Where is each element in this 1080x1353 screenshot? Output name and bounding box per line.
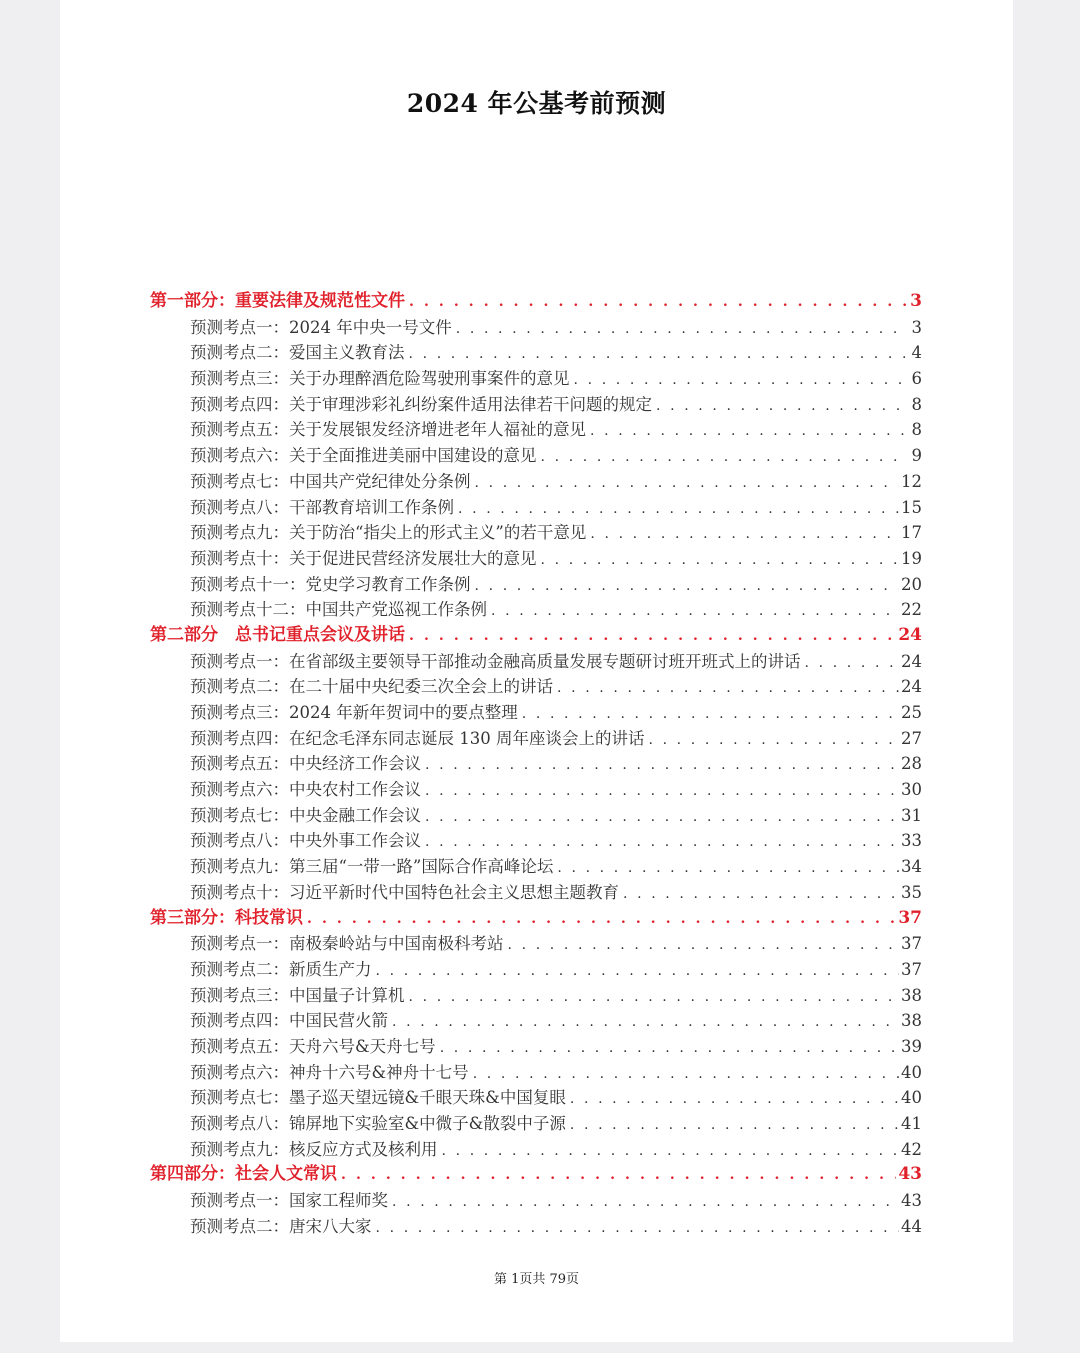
toc-dot-leader	[392, 1010, 899, 1036]
toc-dot-leader	[473, 1062, 899, 1088]
toc-item-row[interactable]	[150, 880, 922, 906]
toc-dot-leader	[475, 471, 900, 497]
toc-item-row[interactable]	[150, 572, 922, 598]
toc-page-number: 22	[901, 600, 922, 620]
toc-item-row[interactable]	[150, 469, 922, 495]
toc-item-row[interactable]	[150, 597, 922, 623]
toc-item-title: 预测考点十二：中国共产党巡视工作条例	[190, 600, 487, 620]
toc-item-title: 预测考点五：天舟六号&天舟七号	[190, 1036, 436, 1056]
toc-item-row[interactable]	[150, 957, 922, 983]
toc-item-row[interactable]	[150, 828, 922, 854]
toc-page-number: 24	[901, 677, 922, 697]
toc-dot-leader	[590, 419, 906, 445]
toc-section-row[interactable]	[150, 906, 922, 932]
toc-page-number: 19	[901, 548, 922, 568]
toc-page-number: 39	[901, 1036, 922, 1056]
toc-item-row[interactable]	[150, 1060, 922, 1086]
toc-dot-leader	[557, 856, 899, 882]
toc-item-title: 预测考点八：锦屏地下实验室&中微子&散裂中子源	[190, 1114, 566, 1133]
toc-item-row[interactable]	[150, 366, 922, 392]
toc-item-row[interactable]	[150, 1214, 922, 1240]
toc-item-title: 预测考点九：第三届“一带一路”国际合作高峰论坛	[190, 857, 554, 877]
toc-page-number: 8	[911, 420, 922, 440]
toc-item-title: 预测考点三：2024 年新年贺词中的要点整理	[190, 703, 518, 722]
toc-item-title: 预测考点七：中国共产党纪律处分条例	[190, 471, 471, 491]
toc-dot-leader	[392, 1190, 899, 1216]
toc-item-row[interactable]	[150, 1008, 922, 1034]
toc-section-row[interactable]	[150, 1162, 922, 1188]
toc-page-number: 34	[901, 857, 922, 877]
toc-item-title: 预测考点十一：党史学习教育工作条例	[190, 574, 471, 594]
toc-dot-leader	[425, 753, 899, 779]
toc-item-title: 预测考点二：唐宋八大家	[190, 1216, 372, 1236]
toc-dot-leader	[456, 317, 906, 343]
toc-page-number: 25	[901, 703, 922, 722]
table-of-contents	[150, 289, 922, 1239]
toc-dot-leader	[574, 368, 907, 394]
toc-page-number: 37	[901, 959, 922, 979]
toc-item-title: 预测考点一：国家工程师奖	[190, 1191, 388, 1211]
document-title: 2024 年公基考前预测	[406, 89, 667, 118]
toc-item-row[interactable]	[150, 931, 922, 957]
toc-page-number: 41	[901, 1114, 922, 1133]
toc-page-number: 4	[911, 343, 922, 363]
toc-dot-leader	[570, 1087, 899, 1113]
toc-page-number: 12	[901, 471, 922, 491]
toc-dot-leader	[307, 907, 896, 933]
toc-item-title: 预测考点五：关于发展银发经济增进老年人福祉的意见	[190, 420, 586, 440]
toc-dot-leader	[425, 779, 899, 805]
toc-dot-leader	[409, 624, 896, 650]
toc-item-title: 预测考点十：关于促进民营经济发展壮大的意见	[190, 548, 537, 568]
toc-page-number: 42	[901, 1139, 922, 1159]
toc-dot-leader	[442, 1139, 900, 1165]
toc-dot-leader	[376, 1216, 900, 1242]
toc-item-row[interactable]	[150, 315, 922, 341]
toc-item-title: 预测考点二：爱国主义教育法	[190, 343, 405, 363]
toc-item-row[interactable]	[150, 1034, 922, 1060]
toc-item-title: 预测考点六：神舟十六号&神舟十七号	[190, 1062, 469, 1082]
toc-section-row[interactable]	[150, 623, 922, 649]
toc-item-title: 预测考点五：中央经济工作会议	[190, 754, 421, 774]
toc-item-row[interactable]	[150, 649, 922, 675]
toc-dot-leader	[541, 445, 907, 471]
toc-item-row[interactable]	[150, 1085, 922, 1111]
toc-dot-leader	[376, 959, 900, 985]
toc-page-number: 33	[901, 831, 922, 851]
toc-dot-leader	[440, 1036, 899, 1062]
toc-page-number: 35	[901, 882, 922, 902]
toc-dot-leader	[656, 394, 906, 420]
toc-item-row[interactable]	[150, 803, 922, 829]
toc-item-row[interactable]	[150, 983, 922, 1009]
toc-item-title: 预测考点九：关于防治“指尖上的形式主义”的若干意见	[190, 523, 587, 543]
toc-item-title: 预测考点二：新质生产力	[190, 959, 372, 979]
toc-item-title: 预测考点四：关于审理涉彩礼纠纷案件适用法律若干问题的规定	[190, 394, 652, 414]
toc-item-title: 预测考点一：南极秦岭站与中国南极科考站	[190, 934, 504, 954]
toc-section-title: 第二部分 总书记重点会议及讲话	[150, 624, 405, 645]
toc-section-title: 第一部分：重要法律及规范性文件	[150, 291, 405, 311]
toc-dot-leader	[648, 728, 899, 754]
toc-page-number: 43	[898, 1164, 922, 1185]
toc-page-number: 28	[901, 754, 922, 774]
toc-item-row[interactable]	[150, 495, 922, 521]
toc-page-number: 15	[901, 497, 922, 517]
toc-page-number: 40	[901, 1062, 922, 1082]
toc-item-title: 预测考点六：中央农村工作会议	[190, 780, 421, 800]
toc-item-title: 预测考点七：墨子巡天望远镜&千眼天珠&中国复眼	[190, 1088, 566, 1108]
toc-page-number: 3	[911, 317, 922, 337]
toc-page-number: 31	[901, 805, 922, 825]
toc-dot-leader	[341, 1163, 896, 1189]
toc-item-row[interactable]	[150, 443, 922, 469]
toc-dot-leader	[458, 497, 899, 523]
toc-item-row[interactable]	[150, 546, 922, 572]
toc-page-number: 43	[901, 1191, 922, 1211]
toc-item-row[interactable]	[150, 674, 922, 700]
toc-page-number: 24	[898, 624, 922, 645]
toc-dot-leader	[541, 548, 900, 574]
toc-item-row[interactable]	[150, 1137, 922, 1163]
toc-item-title: 预测考点三：中国量子计算机	[190, 985, 405, 1005]
toc-section-title: 第三部分：科技常识	[150, 907, 303, 928]
toc-section-title: 第四部分：社会人文常识	[150, 1164, 337, 1185]
toc-item-title: 预测考点十：习近平新时代中国特色社会主义思想主题教育	[190, 882, 619, 902]
toc-dot-leader	[409, 290, 906, 316]
toc-dot-leader	[623, 882, 899, 908]
toc-dot-leader	[425, 805, 899, 831]
toc-page-number: 9	[911, 446, 922, 466]
toc-page-number: 38	[901, 1011, 922, 1031]
toc-item-row[interactable]	[150, 777, 922, 803]
toc-dot-leader	[805, 651, 900, 677]
toc-item-title: 预测考点六：关于全面推进美丽中国建设的意见	[190, 446, 537, 466]
toc-item-title: 预测考点九：核反应方式及核利用	[190, 1139, 438, 1159]
toc-item-title: 预测考点七：中央金融工作会议	[190, 805, 421, 825]
toc-dot-leader	[570, 1113, 899, 1139]
toc-page-number: 38	[901, 985, 922, 1005]
toc-page-number: 24	[901, 651, 922, 671]
toc-dot-leader	[425, 830, 899, 856]
toc-dot-leader	[409, 985, 900, 1011]
toc-page-number: 3	[910, 291, 922, 311]
toc-dot-leader	[590, 522, 899, 548]
toc-dot-leader	[522, 702, 899, 728]
toc-page-number: 6	[911, 369, 922, 389]
toc-page-number: 40	[901, 1088, 922, 1108]
toc-page-number: 8	[911, 394, 922, 414]
toc-item-row[interactable]	[150, 726, 922, 752]
toc-item-title: 预测考点四：中国民营火箭	[190, 1011, 388, 1031]
toc-item-title: 预测考点八：干部教育培训工作条例	[190, 497, 454, 517]
toc-item-row[interactable]	[150, 1188, 922, 1214]
toc-item-title: 预测考点二：在二十届中央纪委三次全会上的讲话	[190, 677, 553, 697]
toc-item-row[interactable]	[150, 854, 922, 880]
toc-dot-leader	[508, 933, 900, 959]
toc-item-title: 预测考点八：中央外事工作会议	[190, 831, 421, 851]
toc-item-row[interactable]	[150, 751, 922, 777]
toc-page-number: 17	[901, 523, 922, 543]
toc-section-row[interactable]	[150, 289, 922, 315]
page-footer: 第 1页共 79页	[493, 1272, 580, 1287]
toc-item-row[interactable]	[150, 340, 922, 366]
toc-item-row[interactable]	[150, 417, 922, 443]
toc-item-row[interactable]	[150, 392, 922, 418]
toc-page-number: 27	[901, 728, 922, 748]
toc-page-number: 37	[901, 934, 922, 954]
toc-item-title: 预测考点一：2024 年中央一号文件	[190, 317, 452, 337]
toc-item-title: 预测考点一：在省部级主要领导干部推动金融高质量发展专题研讨班开班式上的讲话	[190, 651, 801, 671]
document-page	[60, 0, 1013, 1342]
toc-dot-leader	[557, 676, 899, 702]
toc-item-title: 预测考点四：在纪念毛泽东同志诞辰 130 周年座谈会上的讲话	[190, 728, 645, 748]
toc-page-number: 20	[901, 574, 922, 594]
toc-item-row[interactable]	[150, 1111, 922, 1137]
toc-page-number: 30	[901, 780, 922, 800]
toc-page-number: 44	[901, 1216, 922, 1236]
toc-dot-leader	[409, 342, 907, 368]
toc-item-row[interactable]	[150, 700, 922, 726]
toc-dot-leader	[475, 574, 900, 600]
toc-page-number: 37	[898, 907, 922, 928]
toc-dot-leader	[491, 599, 899, 625]
toc-item-row[interactable]	[150, 520, 922, 546]
toc-item-title: 预测考点三：关于办理醉酒危险驾驶刑事案件的意见	[190, 369, 570, 389]
